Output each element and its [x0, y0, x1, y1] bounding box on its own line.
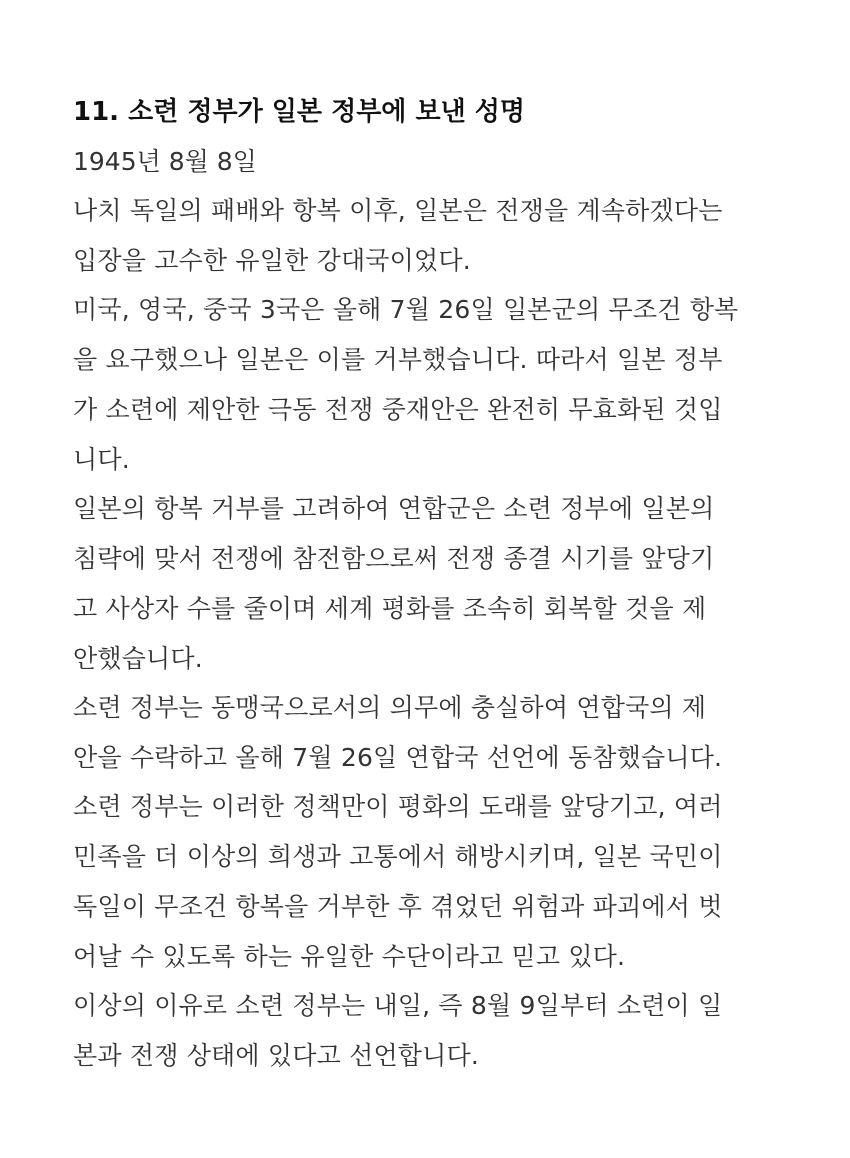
text-line: 가 소련에 제안한 극동 전쟁 중재안은 완전히 무효화된 것입	[73, 395, 723, 424]
text-line: 소련 정부는 동맹국으로서의 의무에 충실하여 연합국의 제	[73, 693, 707, 722]
text-line: 독일이 무조건 항복을 거부한 후 겪었던 위험과 파괴에서 벗	[73, 892, 723, 921]
text-line: 본과 전쟁 상태에 있다고 선언합니다.	[73, 1041, 479, 1070]
article-date: 1945년 8월 8일	[73, 147, 257, 176]
text-line: 이상의 이유로 소련 정부는 내일, 즉 8월 9일부터 소련이 일	[73, 991, 723, 1020]
text-line: 일본의 항복 거부를 고려하여 연합군은 소련 정부에 일본의	[73, 494, 715, 523]
article	[73, 92, 813, 1076]
text-line: 민족을 더 이상의 희생과 고통에서 해방시키며, 일본 국민이	[73, 842, 723, 871]
paragraph	[73, 688, 813, 778]
text-line: 니다.	[73, 445, 130, 474]
text-line: 소련 정부는 이러한 정책만이 평화의 도래를 앞당기고, 여러	[73, 792, 723, 821]
text-line: 을 요구했으나 일본은 이를 거부했습니다. 따라서 일본 정부	[73, 345, 723, 374]
text-line: 안했습니다.	[73, 644, 203, 673]
text-line: 입장을 고수한 유일한 강대국이었다.	[73, 246, 471, 275]
paragraph	[73, 787, 813, 977]
paragraph	[73, 191, 813, 281]
text-line: 침략에 맞서 전쟁에 참전함으로써 전쟁 종결 시기를 앞당기	[73, 544, 715, 573]
paragraph	[73, 489, 813, 679]
text-line: 고 사상자 수를 줄이며 세계 평화를 조속히 회복할 것을 제	[73, 594, 707, 623]
paragraph	[73, 290, 813, 480]
text-line: 미국, 영국, 중국 3국은 올해 7월 26일 일본군의 무조건 항복	[73, 295, 739, 324]
article-title: 11. 소련 정부가 일본 정부에 보낸 성명	[73, 97, 525, 127]
text-line: 안을 수락하고 올해 7월 26일 연합국 선언에 동참했습니다.	[73, 743, 723, 772]
text-line: 어날 수 있도록 하는 유일한 수단이라고 믿고 있다.	[73, 942, 626, 971]
paragraph	[73, 986, 813, 1076]
text-line: 나치 독일의 패배와 항복 이후, 일본은 전쟁을 계속하겠다는	[73, 196, 723, 225]
